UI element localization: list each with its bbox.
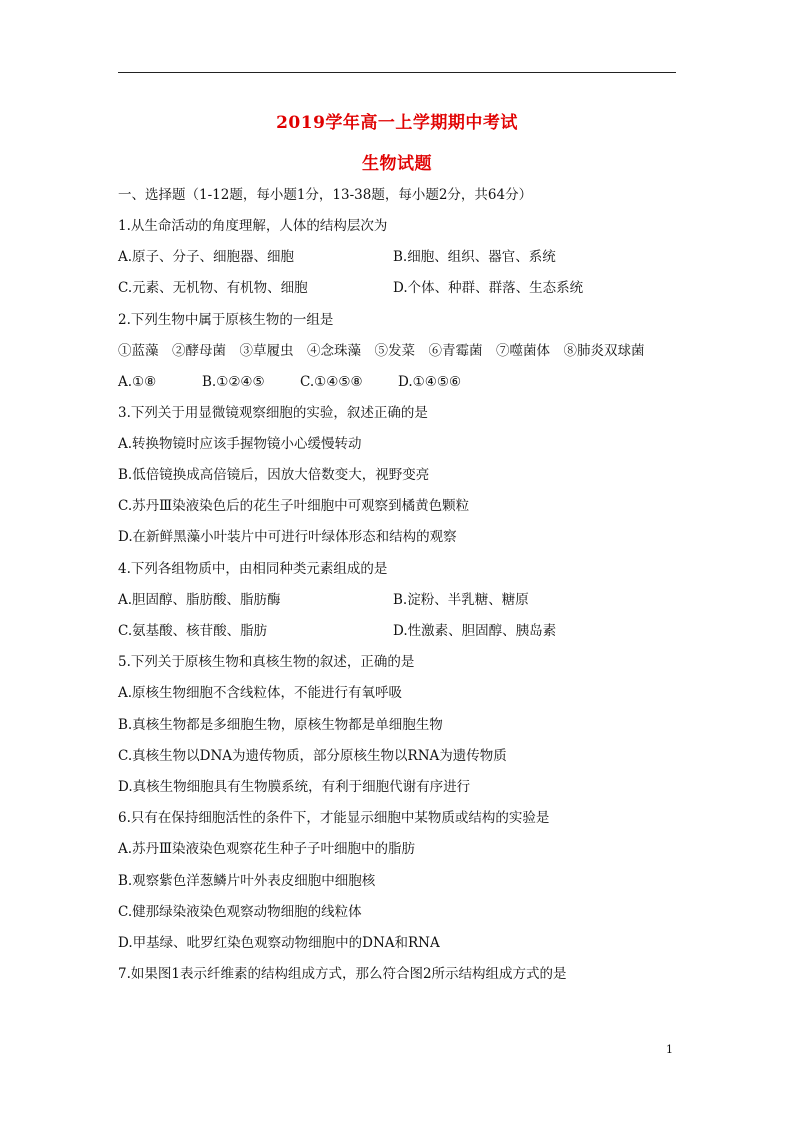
option-c: C.元素、无机物、有机物、细胞 <box>118 280 308 296</box>
question-stem: 3.下列关于用显微镜观察细胞的实验，叙述正确的是 <box>118 405 428 421</box>
organism-list: ①蓝藻 ②酵母菌 ③草履虫 ④念珠藻 ⑤发菜 ⑥青霉菌 ⑦噬菌体 ⑧肺炎双球菌 <box>118 343 645 359</box>
question-stem: 7.如果图1表示纤维素的结构组成方式，那么符合图2所示结构组成方式的是 <box>118 966 567 982</box>
option-b: B.观察紫色洋葱鳞片叶外表皮细胞中细胞核 <box>118 873 376 889</box>
exam-subtitle: 生物试题 <box>362 154 432 174</box>
question-stem: 6.只有在保持细胞活性的条件下，才能显示细胞中某物质或结构的实验是 <box>118 810 550 826</box>
option-d: D.性激素、胆固醇、胰岛素 <box>393 623 557 639</box>
question-stem: 4.下列各组物质中，由相同种类元素组成的是 <box>118 561 388 577</box>
question-stem: 5.下列关于原核生物和真核生物的叙述，正确的是 <box>118 654 415 670</box>
option-c: C.健那绿染液染色观察动物细胞的线粒体 <box>118 904 362 920</box>
option-d: D.个体、种群、群落、生态系统 <box>393 280 584 296</box>
option-b: B.低倍镜换成高倍镜后，因放大倍数变大，视野变亮 <box>118 467 430 483</box>
option-b: B.①②④⑤ <box>202 374 265 390</box>
option-c: C.苏丹Ⅲ染液染色后的花生子叶细胞中可观察到橘黄色颗粒 <box>118 498 470 514</box>
option-a: A.①⑧ <box>118 374 157 390</box>
option-a: A.转换物镜时应该手握物镜小心缓慢转动 <box>118 436 362 452</box>
option-a: A.苏丹Ⅲ染液染色观察花生种子子叶细胞中的脂肪 <box>118 841 416 857</box>
option-c: C.真核生物以DNA为遗传物质，部分原核生物以RNA为遗传物质 <box>118 748 507 764</box>
header-rule <box>118 72 676 73</box>
section-heading: 一、选择题（1-12题，每小题1分，13-38题，每小题2分，共64分） <box>118 187 533 203</box>
option-d: D.在新鲜黑藻小叶装片中可进行叶绿体形态和结构的观察 <box>118 529 457 545</box>
page-number: 1 <box>666 1043 673 1056</box>
option-a: A.原子、分子、细胞器、细胞 <box>118 249 295 265</box>
option-a: A.原核生物细胞不含线粒体，不能进行有氧呼吸 <box>118 685 403 701</box>
option-d: D.真核生物细胞具有生物膜系统，有利于细胞代谢有序进行 <box>118 779 471 795</box>
exam-title: 2019学年高一上学期期中考试 <box>276 113 518 133</box>
option-d: D.甲基绿、吡罗红染色观察动物细胞中的DNA和RNA <box>118 935 440 951</box>
question-stem: 1.从生命活动的角度理解，人体的结构层次为 <box>118 218 388 234</box>
option-a: A.胆固醇、脂肪酸、脂肪酶 <box>118 592 281 608</box>
option-c: C.①④⑤⑧ <box>300 374 363 390</box>
option-d: D.①④⑤⑥ <box>398 374 462 390</box>
question-stem: 2.下列生物中属于原核生物的一组是 <box>118 312 334 328</box>
option-b: B.淀粉、半乳糖、糖原 <box>393 592 529 608</box>
option-b: B.细胞、组织、器官、系统 <box>393 249 556 265</box>
option-b: B.真核生物都是多细胞生物，原核生物都是单细胞生物 <box>118 717 443 733</box>
option-c: C.氨基酸、核苷酸、脂肪 <box>118 623 268 639</box>
